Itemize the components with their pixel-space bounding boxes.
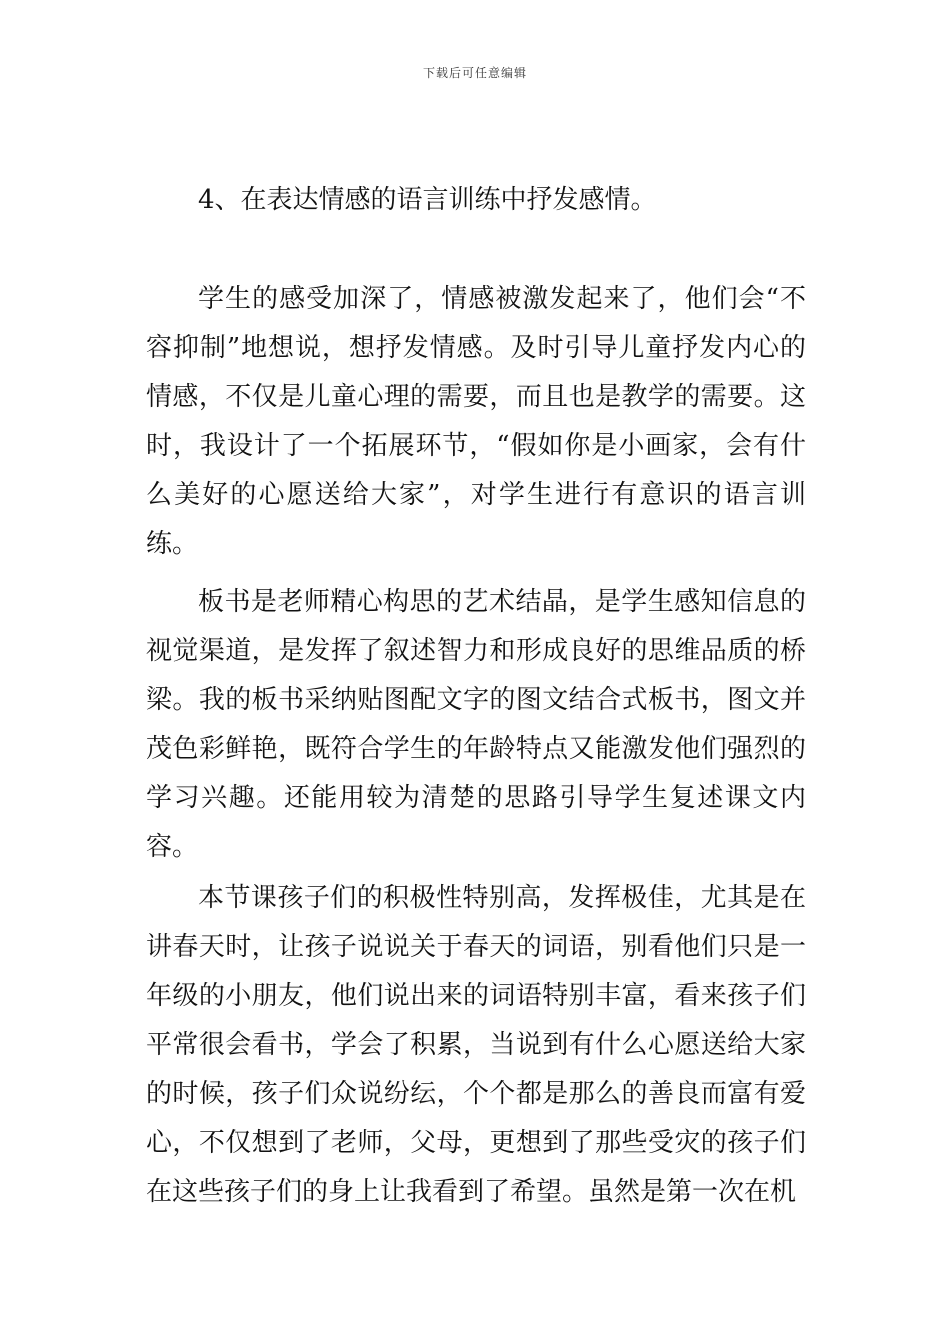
page-header: 下载后可任意编辑 (422, 66, 527, 80)
section-heading: 4、在表达情感的语言训练中抒发感情。 (198, 185, 657, 215)
paragraph-3: 本节课孩子们的积极性特别高，发挥极佳，尤其是在讲春天时，让孩子说说关于春天的词语，别看他们只是一年级的小朋友，他们说出来的词语特别丰富，看来孩子们平常很会看书，学会了积累，当说到有什么心愿送给大家的时候，孩子们众说纷纭，个个都是那么的善良而富有爱心，不仅想到了老师，父母，更想到了那些受灾的孩子们在这些孩子们的身上让我看到了希望。虽然是第一次在机 (146, 883, 806, 1207)
paragraph-2: 板书是老师精心构思的艺术结晶，是学生感知信息的视觉渠道，是发挥了叙述智力和形成良好的思维品质的桥梁。我的板书采纳贴图配文字的图文结合式板书，图文并茂色彩鲜艳，既符合学生的年龄特点又能激发他们强烈的学习兴趣。还能用较为清楚的思路引导学生复述课文内容。 (146, 587, 806, 862)
paragraph-1: 学生的感受加深了，情感被激发起来了，他们会“不容抑制”地想说，想抒发情感。及时引导儿童抒发内心的情感，不仅是儿童心理的需要，而且也是教学的需要。这时，我设计了一个拓展环节，“假如你是小画家，会有什么美好的心愿送给大家”，对学生进行有意识的语言训练。 (146, 284, 806, 559)
